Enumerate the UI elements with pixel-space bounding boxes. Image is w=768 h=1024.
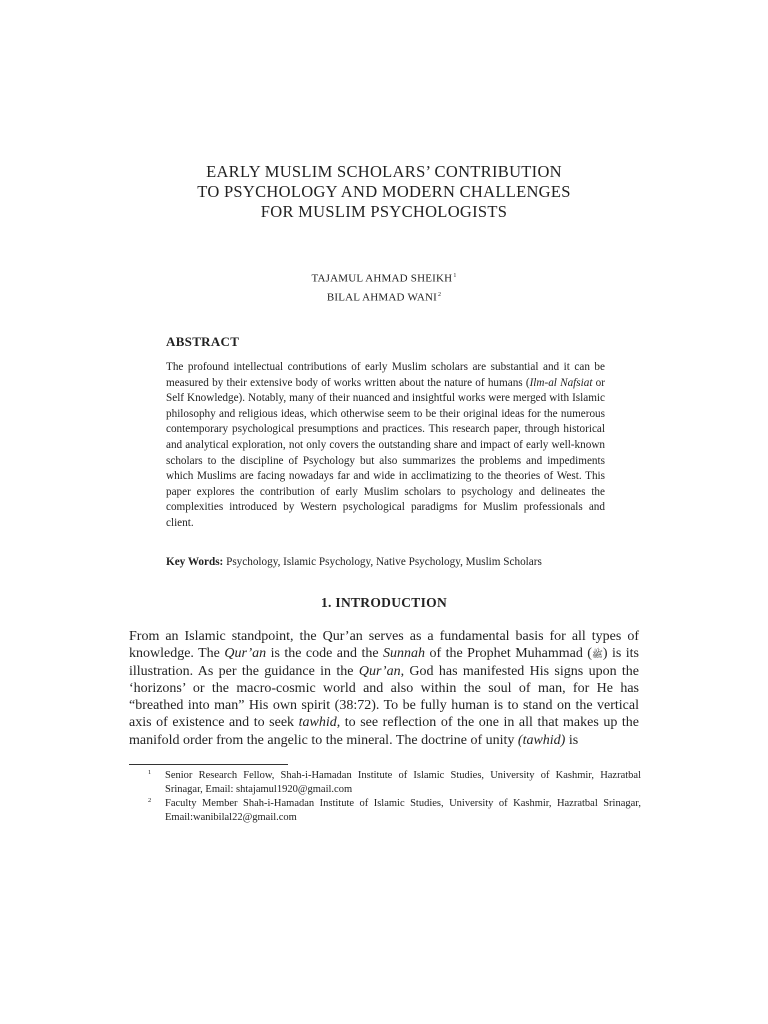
abstract-text: or Self Knowledge). Notably, many of their nuanced and insightful works were merged with Islamic philosophy and religious ideas, which otherwise seem to be their original ideas for the numerous contemporary psychological presumptions and practices. This research paper, through historical and analytical exploration, not only covers the outstanding share and impact of early well-known scholars to the discipline of Psychology but also summarizes the problems and impediments which Muslims are facing nowadays far and wide in acclimatizing to the theories of West. This paper explores the contribution of early Muslim scholars to psychology and delineates the complexities introduced by Western psychological paradigms for Muslim professionals and client. xyxy=(166,376,605,529)
body-text: ) is its illustration. As per the guidance in the xyxy=(129,646,639,680)
footnote-mark: 2 xyxy=(148,797,152,804)
footnote-ref: 1 xyxy=(453,273,457,279)
author-list xyxy=(0,268,768,305)
footnote-text: Faculty Member Shah-i-Hamadan Institute of Islamic Studies, University of Kashmir, Hazratbal Srinagar, Email:wanibilal22@gmail.com xyxy=(165,798,641,823)
author-2 xyxy=(0,287,768,306)
salutation-glyph: ﷺ xyxy=(591,649,603,660)
footnote-2 xyxy=(150,797,641,824)
body-text: , to see reflection of the one in all that makes up the manifold order from the angelic to the mineral. The doctrine of unity xyxy=(129,715,640,748)
italic-term: tawhid xyxy=(298,715,337,731)
abstract-paragraph xyxy=(166,360,605,532)
introduction-paragraph xyxy=(129,628,639,749)
body-text: is the code and the xyxy=(266,646,384,662)
title-line-3: FOR MUSLIM PSYCHOLOGISTS xyxy=(260,202,508,221)
title-line-2: TO PSYCHOLOGY AND MODERN CHALLENGES xyxy=(197,182,571,201)
paper-title xyxy=(0,162,768,222)
footnote-text: Senior Research Fellow, Shah-i-Hamadan Institute of Islamic Studies, University of Kashmir, Hazratbal Srinagar, Email: shtajamul1920@gmail.com xyxy=(165,770,641,795)
body-text: , God has manifested His signs upon the ‘horizons’ or the macro-cosmic world and also within the soul of man, for He has “breathed into man” His own spirit (38:72). To be fully human is to stand on the vertical axis of existence and to seek xyxy=(129,664,640,731)
italic-term: Qur’an xyxy=(224,646,267,662)
abstract-term: Ilm-al Nafsiat xyxy=(529,376,593,389)
keywords xyxy=(166,555,626,570)
keywords-text: Psychology, Islamic Psychology, Native Psychology, Muslim Scholars xyxy=(223,556,542,568)
body-text: of the Prophet Muhammad ( xyxy=(425,646,592,662)
introduction-body xyxy=(129,628,639,749)
footnote-1 xyxy=(150,769,641,796)
author-name: BILAL AHMAD WANI xyxy=(326,291,437,304)
abstract-body xyxy=(166,360,605,532)
italic-term: Qur’an xyxy=(358,664,401,680)
footnote-ref: 2 xyxy=(437,291,442,298)
footnote-mark: 1 xyxy=(148,769,152,776)
body-text: From an Islamic standpoint, the Qur’an serves as a fundamental basis for all types of knowledge. The xyxy=(129,629,639,662)
body-text: is xyxy=(565,732,579,748)
keywords-label: Key Words: xyxy=(166,556,224,568)
title-line-1: EARLY MUSLIM SCHOLARS’ CONTRIBUTION xyxy=(206,162,562,181)
author-name: TAJAMUL AHMAD SHEIKH xyxy=(311,272,453,285)
abstract-heading: ABSTRACT xyxy=(166,334,240,349)
author-1 xyxy=(0,268,768,287)
section-heading-introduction: 1. INTRODUCTION xyxy=(320,595,447,610)
abstract-text: The profound intellectual contributions of early Muslim scholars are substantial and it can be measured by their extensive body of works written about the nature of humans ( xyxy=(166,361,605,389)
italic-term: Sunnah xyxy=(383,646,426,662)
italic-term: (tawhid) xyxy=(517,732,566,748)
footnote-separator xyxy=(129,764,288,765)
